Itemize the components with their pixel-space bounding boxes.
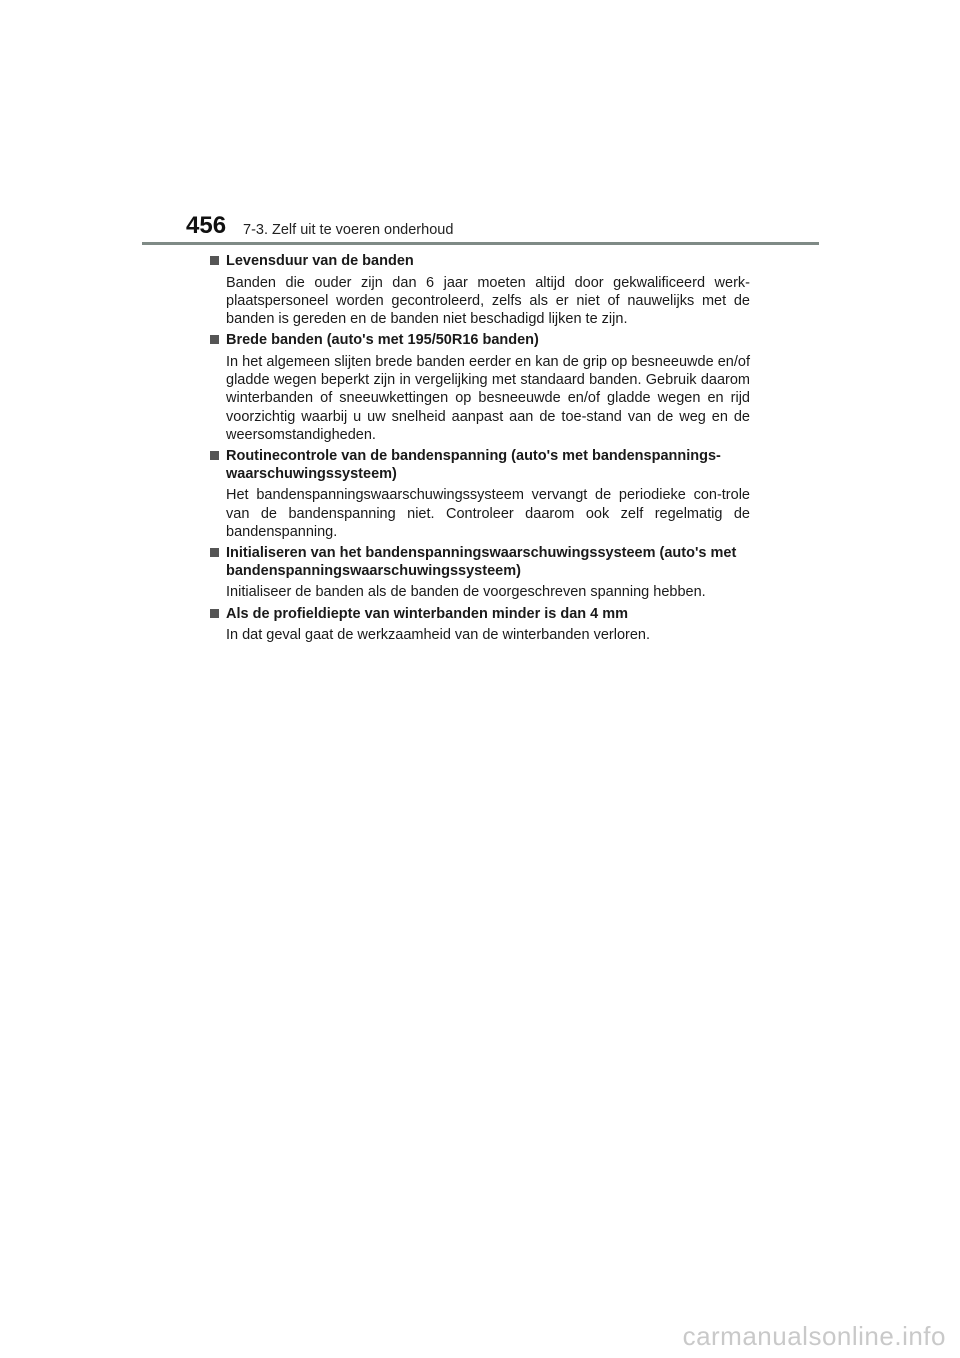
section-body: Initialiseer de banden als de banden de voorgeschreven spanning hebben. bbox=[226, 584, 706, 601]
section-heading-text: Routinecontrole van de bandenspanning (auto's met bandenspannings-waarschuwingssysteem) bbox=[226, 448, 721, 482]
watermark: carmanualsonline.info bbox=[682, 1321, 946, 1351]
section-heading-text: Als de profieldiepte van winterbanden minder is dan 4 mm bbox=[226, 605, 629, 622]
section-body: In dat geval gaat de werkzaamheid van de winterbanden verloren. bbox=[226, 627, 650, 644]
section-tread-depth bbox=[210, 606, 750, 645]
section-body: Het bandenspanningswaarschuwingssysteem vervangt de periodieke con-trole van de bandenspanning niet. Controleer daarom ook zelf regelmatig de bandenspanning. bbox=[226, 487, 750, 540]
section-heading-text: Brede banden (auto's met 195/50R16 banden) bbox=[226, 332, 539, 349]
section-heading-text: Levensduur van de banden bbox=[226, 253, 414, 269]
section-pressure-check bbox=[210, 448, 750, 541]
section-wide-tires bbox=[210, 332, 750, 444]
section-heading bbox=[210, 545, 750, 580]
page-number: 456 bbox=[186, 212, 227, 239]
section-body: Banden die ouder zijn dan 6 jaar moeten altijd door gekwalificeerd werk-plaatspersoneel worden gecontroleerd, zelfs als er niet of nauwelijks met de banden is gereden en de banden niet beschadigd lijken te zijn. bbox=[226, 274, 750, 328]
square-bullet-icon bbox=[210, 609, 219, 618]
section-heading bbox=[210, 253, 750, 271]
square-bullet-icon bbox=[210, 548, 219, 557]
section-heading-text: Initialiseren van het bandenspanningswaarschuwingssysteem (auto's met bandenspanningswaarschuwingssysteem) bbox=[226, 545, 737, 579]
section-heading bbox=[210, 606, 750, 624]
square-bullet-icon bbox=[210, 451, 219, 460]
square-bullet-icon bbox=[210, 335, 219, 344]
square-bullet-icon bbox=[210, 256, 219, 265]
section-title: 7-3. Zelf uit te voeren onderhoud bbox=[243, 222, 454, 238]
section-heading bbox=[210, 332, 750, 350]
section-body: In het algemeen slijten brede banden eerder en kan de grip op besneeuwde en/of gladde wegen beperkt zijn in vergelijking met standaard banden. Gebruik daarom winterbanden of sneeuwkettingen op besneeuwde en/of gladde wegen en rijd voorzichtig waarbij u uw snelheid aanpast aan de toe-stand van de weg en de weersomstandigheden. bbox=[226, 353, 750, 444]
header-rule bbox=[142, 242, 819, 245]
section-heading bbox=[210, 448, 750, 483]
section-initialize-system bbox=[210, 545, 750, 601]
page-content bbox=[210, 253, 750, 648]
section-tire-lifespan bbox=[210, 253, 750, 328]
